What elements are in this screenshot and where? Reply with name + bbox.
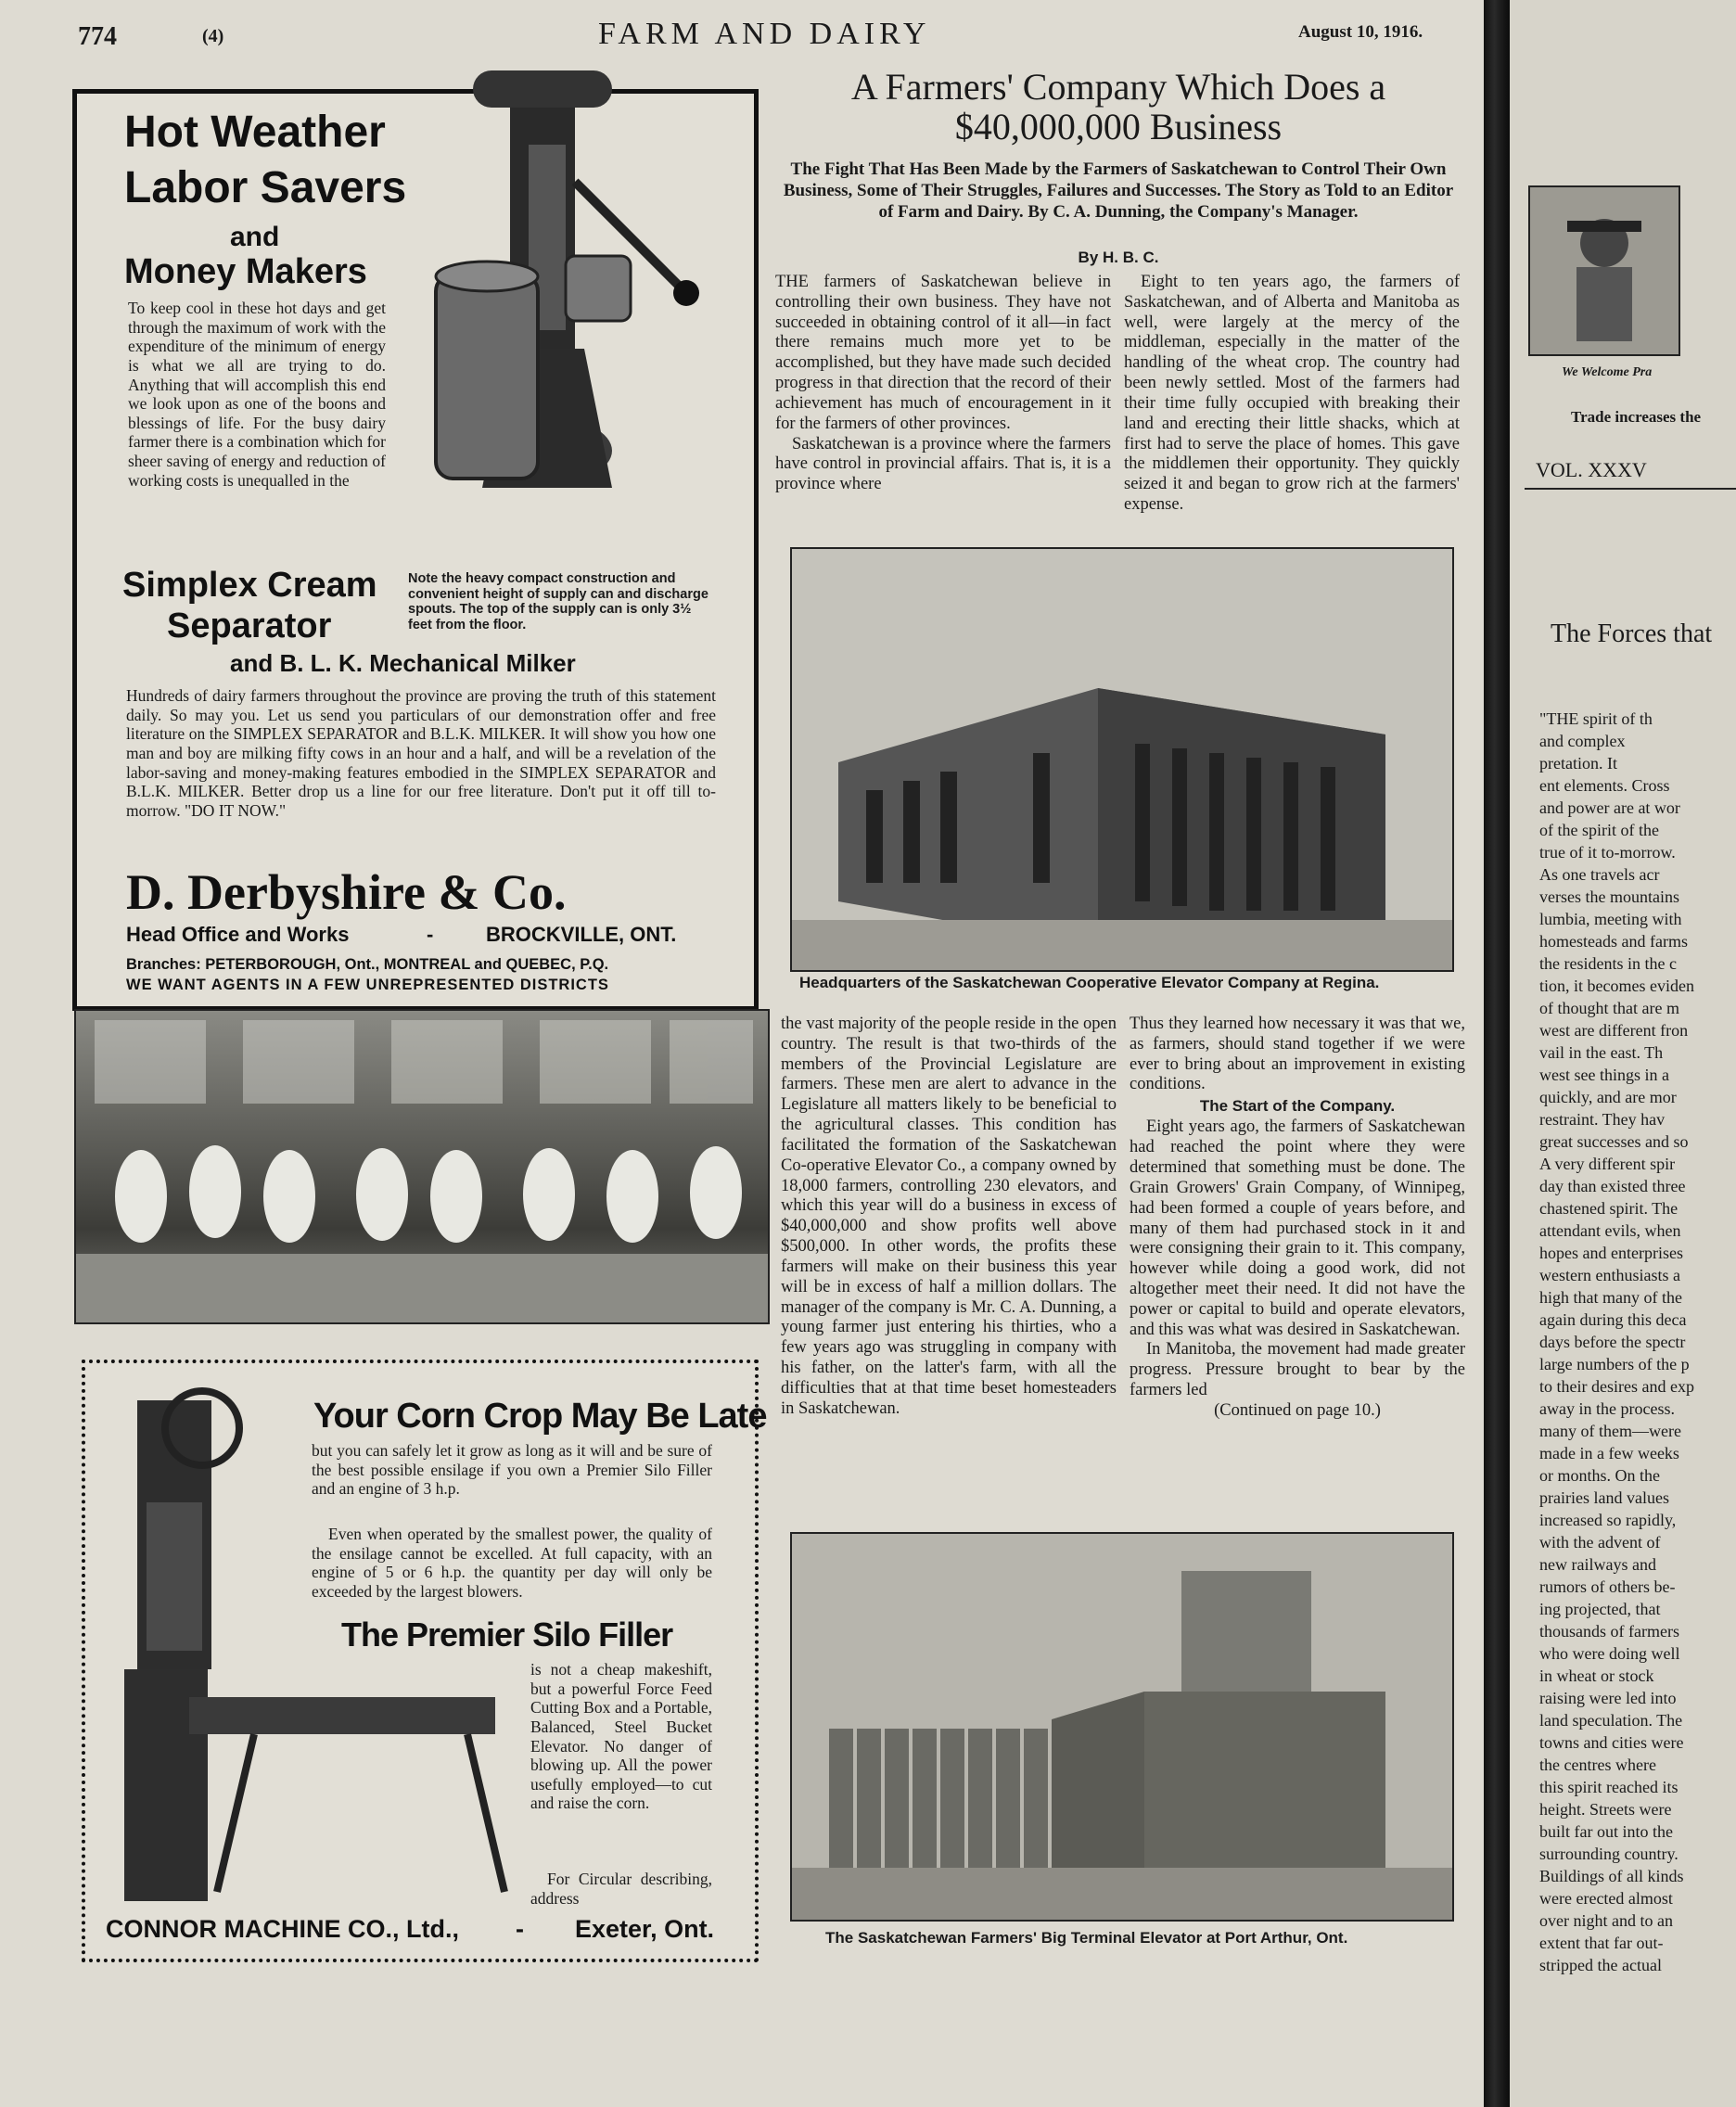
next-article-line: who were doing well	[1539, 1644, 1680, 1663]
ad-title-line2: Labor Savers	[124, 163, 407, 212]
next-article-line: homesteads and farms	[1539, 932, 1688, 951]
product-name-line3: and B. L. K. Mechanical Milker	[230, 649, 576, 677]
next-article-line: chastened spirit. The	[1539, 1199, 1679, 1218]
col4-para3: In Manitoba, the movement had made greater progress. Pressure brought to bear by the farmers led	[1130, 1340, 1465, 1400]
next-article-line: over night and to an	[1539, 1911, 1673, 1930]
col1-para1: THE farmers of Saskatchewan believe in controlling their own business. They have not succeeded in obtaining control of it all—in fact there remains much more yet to be accomplished, but they have made such decided progress in that direction that the record of their achievement has much of encouragement in it for the farmers of other provinces.	[775, 273, 1111, 433]
next-article-line: extent that far out-	[1539, 1934, 1664, 1952]
silo-ad-title: Your Corn Crop May Be Late	[313, 1397, 767, 1436]
article-title: A Farmers' Company Which Does a $40,000,000 Business	[850, 66, 1386, 148]
office-dash: -	[427, 923, 434, 946]
milking-barn-photo	[74, 1009, 770, 1324]
col1-para2: Saskatchewan is a province where the farmers have control in provincial affairs. That is, it is a province where	[775, 434, 1111, 494]
product-name-line1: Simplex Cream	[122, 566, 377, 605]
article-byline: By H. B. C.	[1078, 249, 1159, 266]
next-article-line: this spirit reached its	[1539, 1778, 1679, 1796]
next-article-line: ing projected, that	[1539, 1600, 1661, 1618]
next-article-text	[1539, 709, 1736, 1977]
office-city: BROCKVILLE, ONT.	[486, 923, 677, 946]
next-article-line: the centres where	[1539, 1756, 1656, 1774]
next-article-line: in wheat or stock	[1539, 1666, 1654, 1685]
silo-ad-p3: is not a cheap makeshift, but a powerful Force Feed Cutting Box and a Portable, Balanced, Steel Bucket Elevator. No danger of blowing up. All the power usefully employed—to cut and raise the corn.	[530, 1660, 712, 1813]
next-article-line: raising were led into	[1539, 1689, 1677, 1707]
ad-title-and: and	[230, 222, 280, 252]
ad-body: Hundreds of dairy farmers throughout the province are proving the truth of this statement daily. So may you. Let us send you particulars of our demonstration offer and free literature on the SIMPLEX SEPARATOR and B.L.K. MILKER. It will show you how one man and boy are milking fifty cows in an hour and a half, and will be a revelation of the labor-saving and money-making features embodied in the SIMPLEX SEPARATOR and B.L.K. MILKER. Better drop us a line for our free literature. Don't put it off till to-morrow. "DO IT NOW."	[126, 686, 716, 820]
next-article-line: or months. On the	[1539, 1466, 1660, 1485]
next-article-line: restraint. They hav	[1539, 1110, 1666, 1129]
col4-para2: Eight years ago, the farmers of Saskatchewan had reached the point where they were determined that something must be done. The Grain Growers' Grain Company, of Winnipeg, had been formed a couple of years before, and many of them had purchased stock in it and were consigning their grain to it. This company, however while doing a good work, did not altogether meet their need. It did not have the power or capital to build and operate elevators, and this was what was desired in Saskatchewan.	[1130, 1117, 1465, 1339]
col2-para1: Eight to ten years ago, the farmers of Saskatchewan, and of Alberta and Manitoba as well, were largely at the mercy of the middleman, especially in the matter of the handling of the wheat crop. The country had been newly settled. Most of the farmers had their time fully occupied with breaking their land and erecting their little shacks, which at first had to serve the place of homes. This gave the middlemen their opportunity. They quickly seized it and began to grow rich at the farmers' expense.	[1124, 273, 1460, 515]
next-article-line: western enthusiasts a	[1539, 1266, 1680, 1284]
caption-port-arthur: The Saskatchewan Farmers' Big Terminal Elevator at Port Arthur, Ont.	[825, 1929, 1348, 1947]
silo-elevator-illustration	[109, 1382, 313, 1679]
article-col1	[775, 273, 1111, 495]
next-article-line: stripped the actual	[1539, 1956, 1662, 1974]
next-article-line: vail in the east. Th	[1539, 1043, 1664, 1062]
separator-note: Note the heavy compact construction and convenient height of supply can and discharge spouts. The top of the supply can is only 3½ feet from the floor.	[408, 571, 708, 633]
regina-headquarters-photo	[790, 547, 1454, 972]
next-article-line: of the spirit of the	[1539, 821, 1659, 839]
next-article-line: days before the spectr	[1539, 1333, 1686, 1351]
next-page-sliver	[1510, 0, 1736, 2107]
branches: Branches: PETERBOROUGH, Ont., MONTREAL and QUEBEC, P.Q.	[126, 956, 609, 973]
next-article-line: increased so rapidly,	[1539, 1511, 1677, 1529]
next-article-line: the residents in the c	[1539, 954, 1677, 973]
col3-para1: the vast majority of the people reside in the open country. The result is that two-thirds of the members of the Provincial Legislature are farmers. These men are alert to advance in the Legislature all matters likely to be beneficial to the agricultural classes. This condition has facilitated the formation of the Saskatchewan Co-operative Elevator Co., a company owned by 18,000 farmers, controlling 230 elevators, and which this year will do a business in excess of $40,000,000 and show profits well above $500,000. In other words, the profits these farmers will make on their business this year will be in excess of half a million dollars. The manager of the company is Mr. C. A. Dunning, a young farmer just entering his thirties, who a few years ago was struggling in company with his father, on the latter's farm, with all the difficulties that at that time beset homesteaders in Saskatchewan.	[781, 1015, 1117, 1418]
welcome-text: We Welcome Pra	[1562, 365, 1653, 379]
ad-title-line1: Hot Weather	[124, 108, 386, 157]
company-name: D. Derbyshire & Co.	[126, 864, 567, 920]
next-article-line: land speculation. The	[1539, 1711, 1683, 1730]
next-article-line: to their desires and exp	[1539, 1377, 1694, 1396]
ad-title-line3: Money Makers	[124, 252, 367, 291]
next-article-line: attendant evils, when	[1539, 1221, 1681, 1240]
next-article-line: with the advent of	[1539, 1533, 1661, 1552]
next-article-line: west see things in a	[1539, 1066, 1669, 1084]
product-name-line2: Separator	[167, 607, 332, 645]
next-article-line: day than existed three	[1539, 1177, 1686, 1195]
issue-date: August 10, 1916.	[1298, 22, 1423, 42]
section-number: (4)	[202, 26, 224, 46]
col4-para1: Thus they learned how necessary it was that we, as farmers, should stand together if we were ever to bring about an improvement in existing conditions.	[1130, 1015, 1465, 1094]
next-article-line: and complex	[1539, 732, 1626, 750]
agents-wanted: WE WANT AGENTS IN A FEW UNREPRESENTED DISTRICTS	[126, 977, 609, 993]
page-number: 774	[78, 22, 117, 51]
next-article-line: hopes and enterprises	[1539, 1244, 1683, 1262]
next-article-line: great successes and so	[1539, 1132, 1689, 1151]
silo-ad-p2: Even when operated by the smallest power, the quality of the ensilage cannot be excelled. At full capacity, with an engine of 5 or 6 h.p. the quantity per day will only be exceeded by the largest blowers.	[312, 1525, 712, 1601]
next-article-line: surrounding country.	[1539, 1845, 1679, 1863]
next-article-line: ent elements. Cross	[1539, 776, 1670, 795]
next-article-line: made in a few weeks	[1539, 1444, 1679, 1462]
next-article-line: new railways and	[1539, 1555, 1656, 1574]
silo-ad-p1: but you can safely let it grow as long as it will and be sure of the best possible ensilage if you own a Premier Silo Filler and an engine of 3 h.p.	[312, 1441, 712, 1499]
trade-text: Trade increases the	[1571, 408, 1702, 426]
next-article-line: tion, it becomes eviden	[1539, 977, 1694, 995]
continued-note: (Continued on page 10.)	[1214, 1400, 1381, 1420]
article-subtitle: The Fight That Has Been Made by the Farmers of Saskatchewan to Control Their Own Business, Some of Their Struggles, Failures and Successes. The Story as Told to an Editor of Farm and Dairy. By C. A. Dunning, the Company's Manager.	[783, 160, 1454, 222]
next-article-line: prairies land values	[1539, 1488, 1669, 1507]
next-article-line: height. Streets were	[1539, 1800, 1672, 1819]
next-article-line: rumors of others be-	[1539, 1577, 1676, 1596]
next-article-line: thousands of farmers	[1539, 1622, 1679, 1641]
next-article-line: "THE spirit of th	[1539, 709, 1653, 728]
next-article-line: of thought that are m	[1539, 999, 1679, 1017]
next-article-line: were erected almost	[1539, 1889, 1673, 1908]
next-article-line: and power are at wor	[1539, 798, 1680, 817]
article-col4	[1130, 1015, 1465, 1422]
silo-company: CONNOR MACHINE CO., Ltd.,	[106, 1915, 459, 1943]
next-article-line: away in the process.	[1539, 1399, 1675, 1418]
next-article-line: towns and cities were	[1539, 1733, 1684, 1752]
next-article-line: high that many of the	[1539, 1288, 1682, 1307]
separator-illustration	[408, 61, 751, 553]
next-article-line: true of it to-morrow.	[1539, 843, 1676, 862]
article-col3	[781, 1015, 1117, 1420]
silo-dash: -	[516, 1915, 524, 1943]
article-col2	[1124, 273, 1460, 516]
next-article-line: As one travels acr	[1539, 865, 1660, 884]
next-article-line: many of them—were	[1539, 1422, 1681, 1440]
next-article-line: built far out into the	[1539, 1822, 1673, 1841]
next-article-line: lumbia, meeting with	[1539, 910, 1682, 928]
port-arthur-elevator-photo	[790, 1532, 1454, 1922]
silo-ad-title2: The Premier Silo Filler	[341, 1615, 673, 1654]
head-office: Head Office and Works	[126, 923, 350, 946]
volume: VOL. XXXV	[1536, 458, 1647, 481]
next-article-line: quickly, and are mor	[1539, 1088, 1677, 1106]
next-article-line: pretation. It	[1539, 754, 1617, 773]
silo-ad-p4: For Circular describing, address	[530, 1870, 712, 1908]
next-article-line: again during this deca	[1539, 1310, 1687, 1329]
silo-cutter-illustration	[115, 1660, 523, 1910]
silo-city: Exeter, Ont.	[575, 1915, 715, 1943]
next-article-line: A very different spir	[1539, 1155, 1676, 1173]
masthead: FARM AND DAIRY	[598, 17, 931, 51]
next-article-line: verses the mountains	[1539, 887, 1679, 906]
caption-regina: Headquarters of the Saskatchewan Cooperative Elevator Company at Regina.	[799, 974, 1380, 991]
next-article-line: Buildings of all kinds	[1539, 1867, 1684, 1885]
next-article-line: large numbers of the p	[1539, 1355, 1690, 1373]
binding-gutter	[1484, 0, 1510, 2107]
col4-subhead: The Start of the Company.	[1199, 1097, 1396, 1116]
next-article-heading: The Forces that	[1551, 619, 1713, 648]
farmer-illustration	[1528, 185, 1680, 356]
next-article-line: west are different fron	[1539, 1021, 1689, 1040]
ad-intro: To keep cool in these hot days and get through the maximum of work with the expenditure of the minimum of energy is what we all are trying to do. Anything that will accomplish this end we look upon as one of the boons and blessings of life. For the busy dairy farmer there is a combination which for sheer saving of energy and reduction of working costs is unequalled in the	[128, 299, 386, 490]
